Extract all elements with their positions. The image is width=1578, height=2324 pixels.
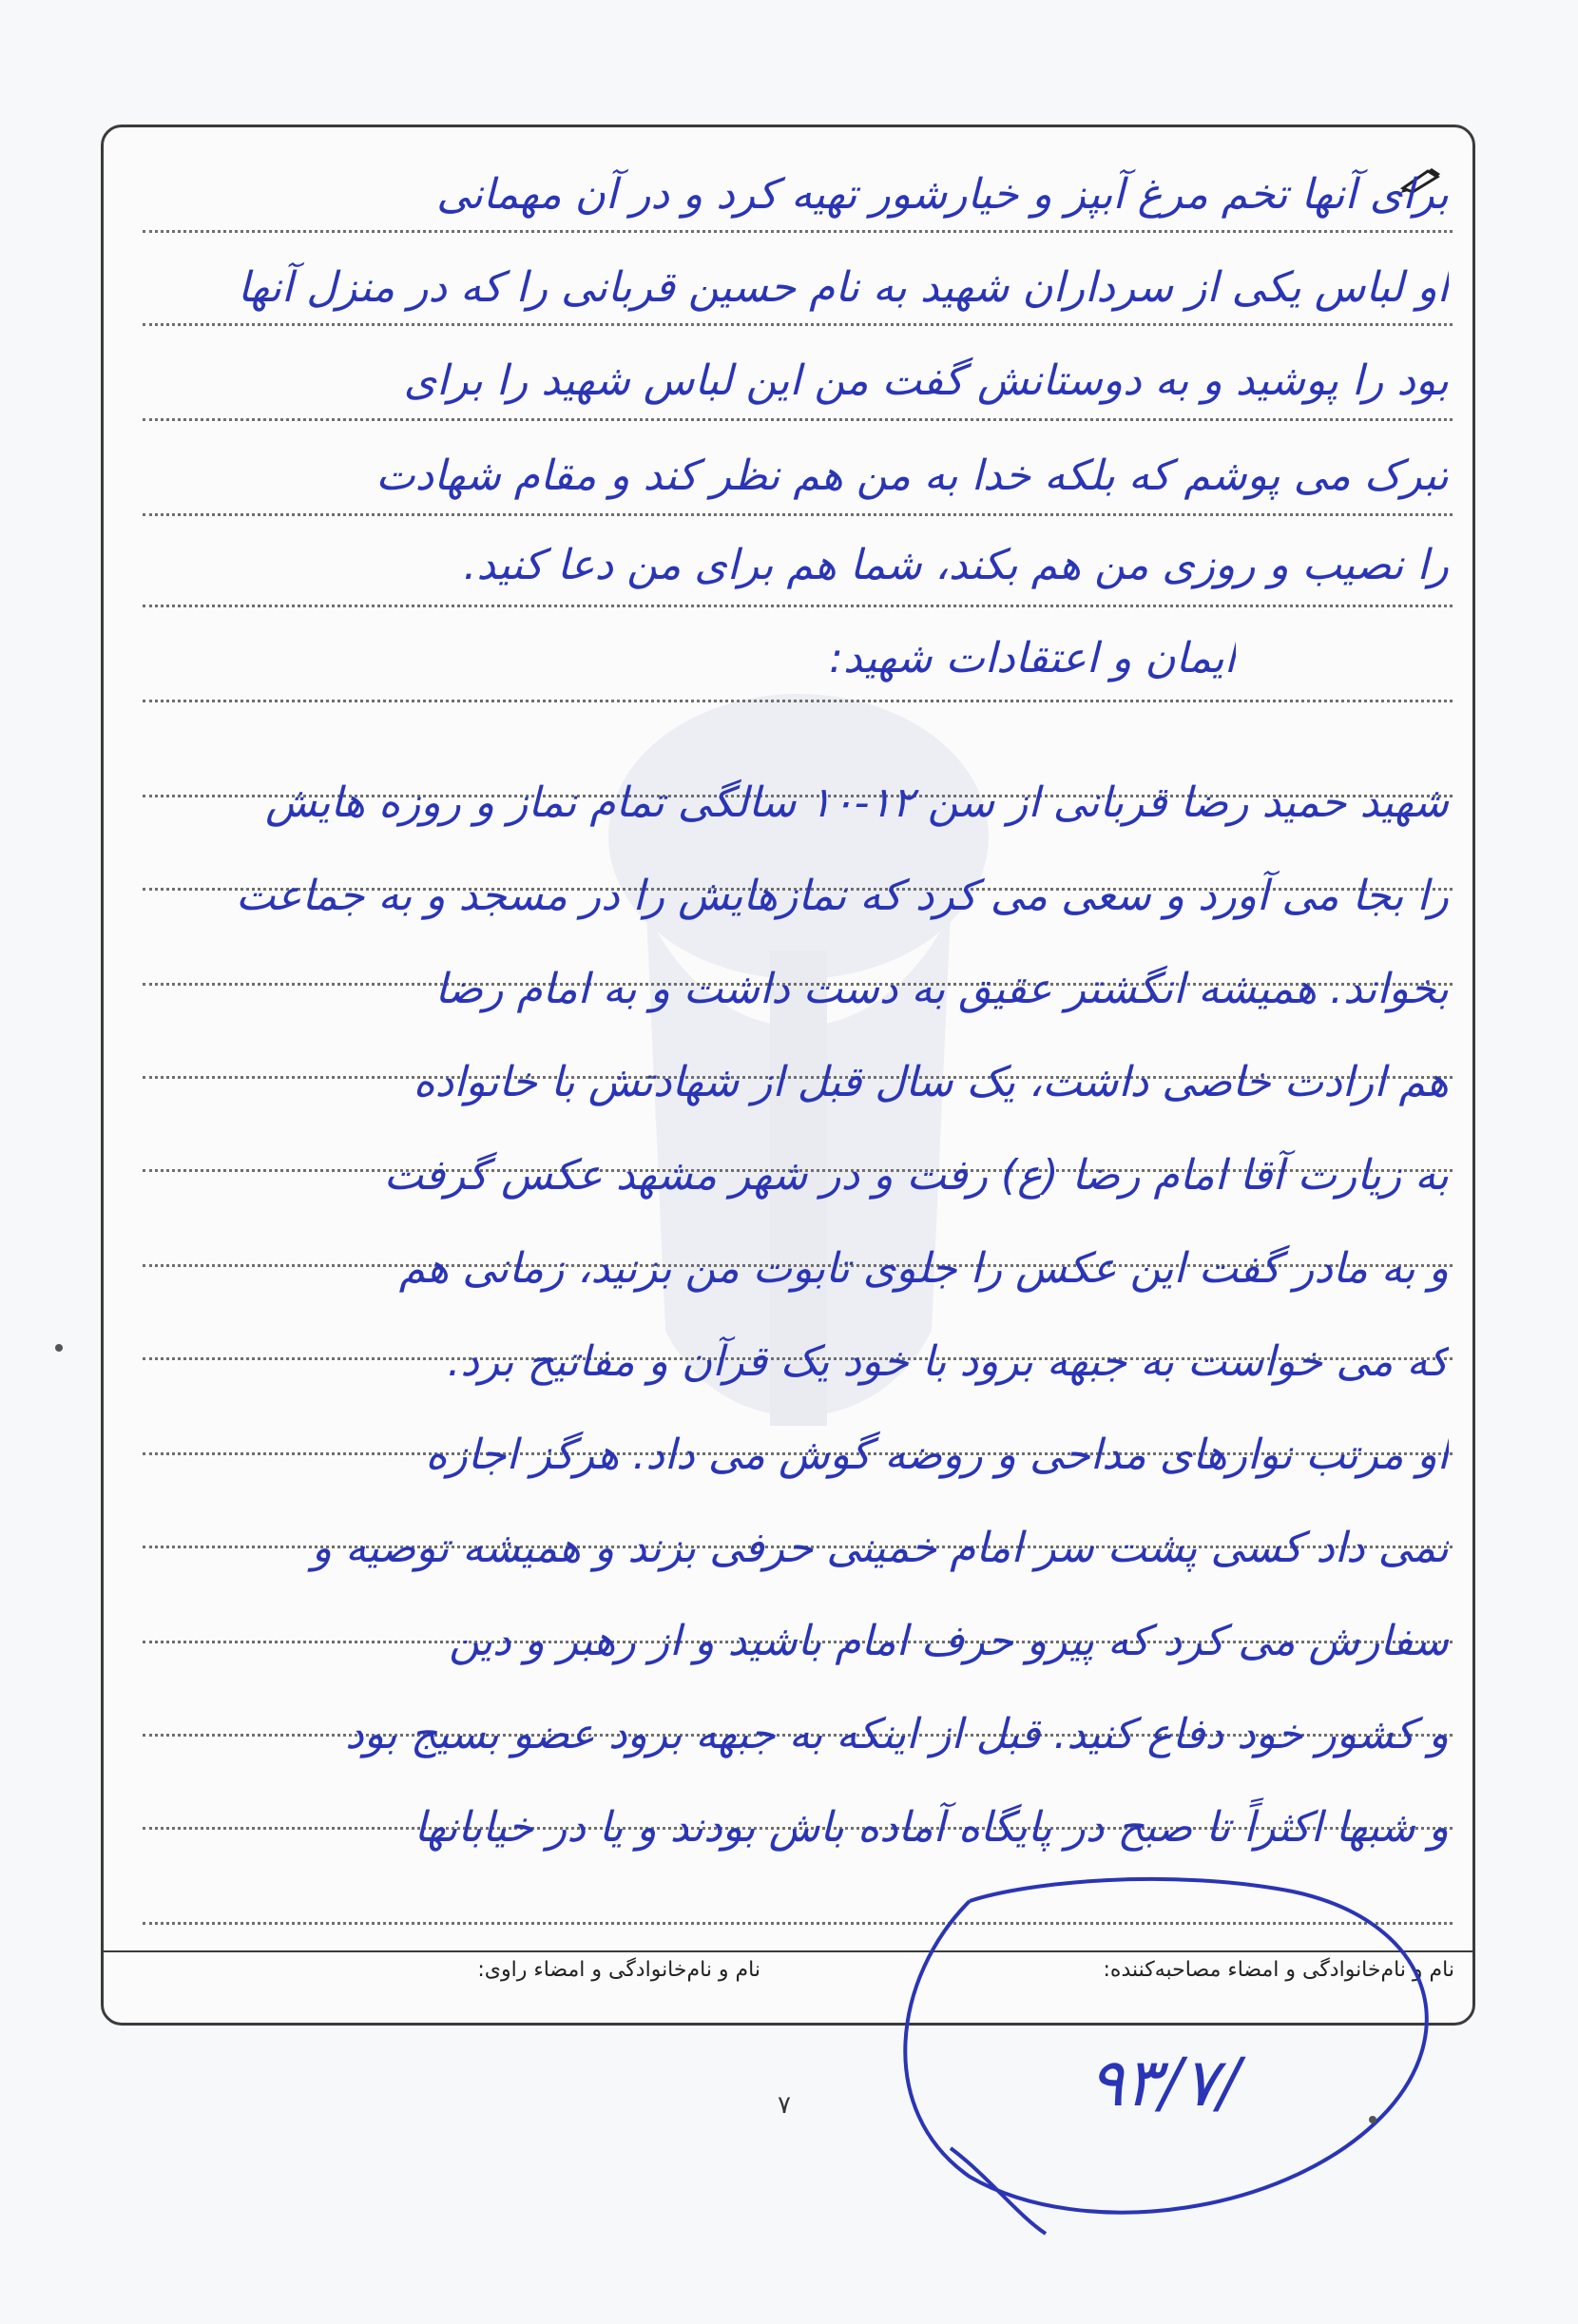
handwritten-line: شهید حمید رضا قربانی از سن ۱۲-۱۰ سالگی تمام نماز و روزه هایش	[265, 778, 1449, 827]
rule-line	[143, 418, 1453, 421]
page-number: ۷	[778, 2091, 791, 2120]
handwritten-line: سفارش می کرد که پیرو حرف امام باشید و از رهبر و دین	[449, 1617, 1449, 1665]
handwritten-line: و کشور خود دفاع کنید. قبل از اینکه به جبهه برود عضو بسیج بود	[345, 1710, 1449, 1758]
rule-line	[143, 513, 1453, 516]
handwritten-line: به زیارت آقا امام رضا (ع) رفت و در شهر مشهد عکس گرفت	[383, 1151, 1449, 1200]
rule-line	[143, 700, 1453, 702]
handwritten-line: را نصیب و روزی من هم بکند، شما هم برای من دعا کنید.	[463, 541, 1449, 589]
handwritten-line: هم ارادت خاصی داشت، یک سال قبل از شهادتش با خانواده	[413, 1058, 1449, 1106]
handwritten-line: او لباس یکی از سرداران شهید به نام حسین قربانی را که در منزل آنها	[238, 263, 1449, 312]
rule-line	[143, 323, 1453, 326]
handwritten-line: تبرک می پوشم که بلکه خدا به من هم نظر کند و مقام شهادت	[375, 451, 1449, 500]
handwritten-line: او مرتب نوارهای مداحی و روضه گوش می داد. هرگز اجازه	[425, 1431, 1449, 1479]
rule-line	[143, 605, 1453, 607]
handwritten-line: بخواند. همیشه انگشتر عقیق به دست داشت و به امام رضا	[434, 965, 1449, 1013]
handwritten-line: و به مادر گفت این عکس را جلوی تابوت من بزنید، زمانی هم	[398, 1244, 1449, 1293]
narrator-signature-label: نام و نام‌خانوادگی و امضاء راوی:	[477, 1958, 760, 1982]
handwritten-line: نمی داد کسی پشت سر امام خمینی حرفی بزند و همیشه توصیه و	[311, 1524, 1449, 1572]
interviewer-signature-label: نام و نام‌خانوادگی و امضاء مصاحبه‌کننده:	[1103, 1958, 1454, 1982]
handwritten-line: برای آنها تخم مرغ آبپز و خیارشور تهیه کرد و در آن مهمانی	[436, 170, 1449, 219]
margin-dot	[1369, 2116, 1376, 2123]
date-note: ۹۳/۷/	[1088, 2044, 1241, 2122]
handwritten-line: بود را پوشید و به دوستانش گفت من این لباس شهید را برای	[403, 356, 1449, 405]
margin-dot	[55, 1344, 63, 1352]
section-heading: ایمان و اعتقادات شهید:	[829, 634, 1236, 682]
rule-line	[143, 230, 1453, 233]
handwritten-line: را بجا می آورد و سعی می کرد که نمازهایش را در مسجد و به جماعت	[236, 872, 1449, 920]
handwritten-line: که می خواست به جبهه برود با خود یک قرآن و مفاتیح برد.	[447, 1337, 1449, 1386]
handwritten-line: و شبها اکثراً تا صبح در پایگاه آماده باش بودند و یا در خیابانها	[414, 1803, 1449, 1852]
